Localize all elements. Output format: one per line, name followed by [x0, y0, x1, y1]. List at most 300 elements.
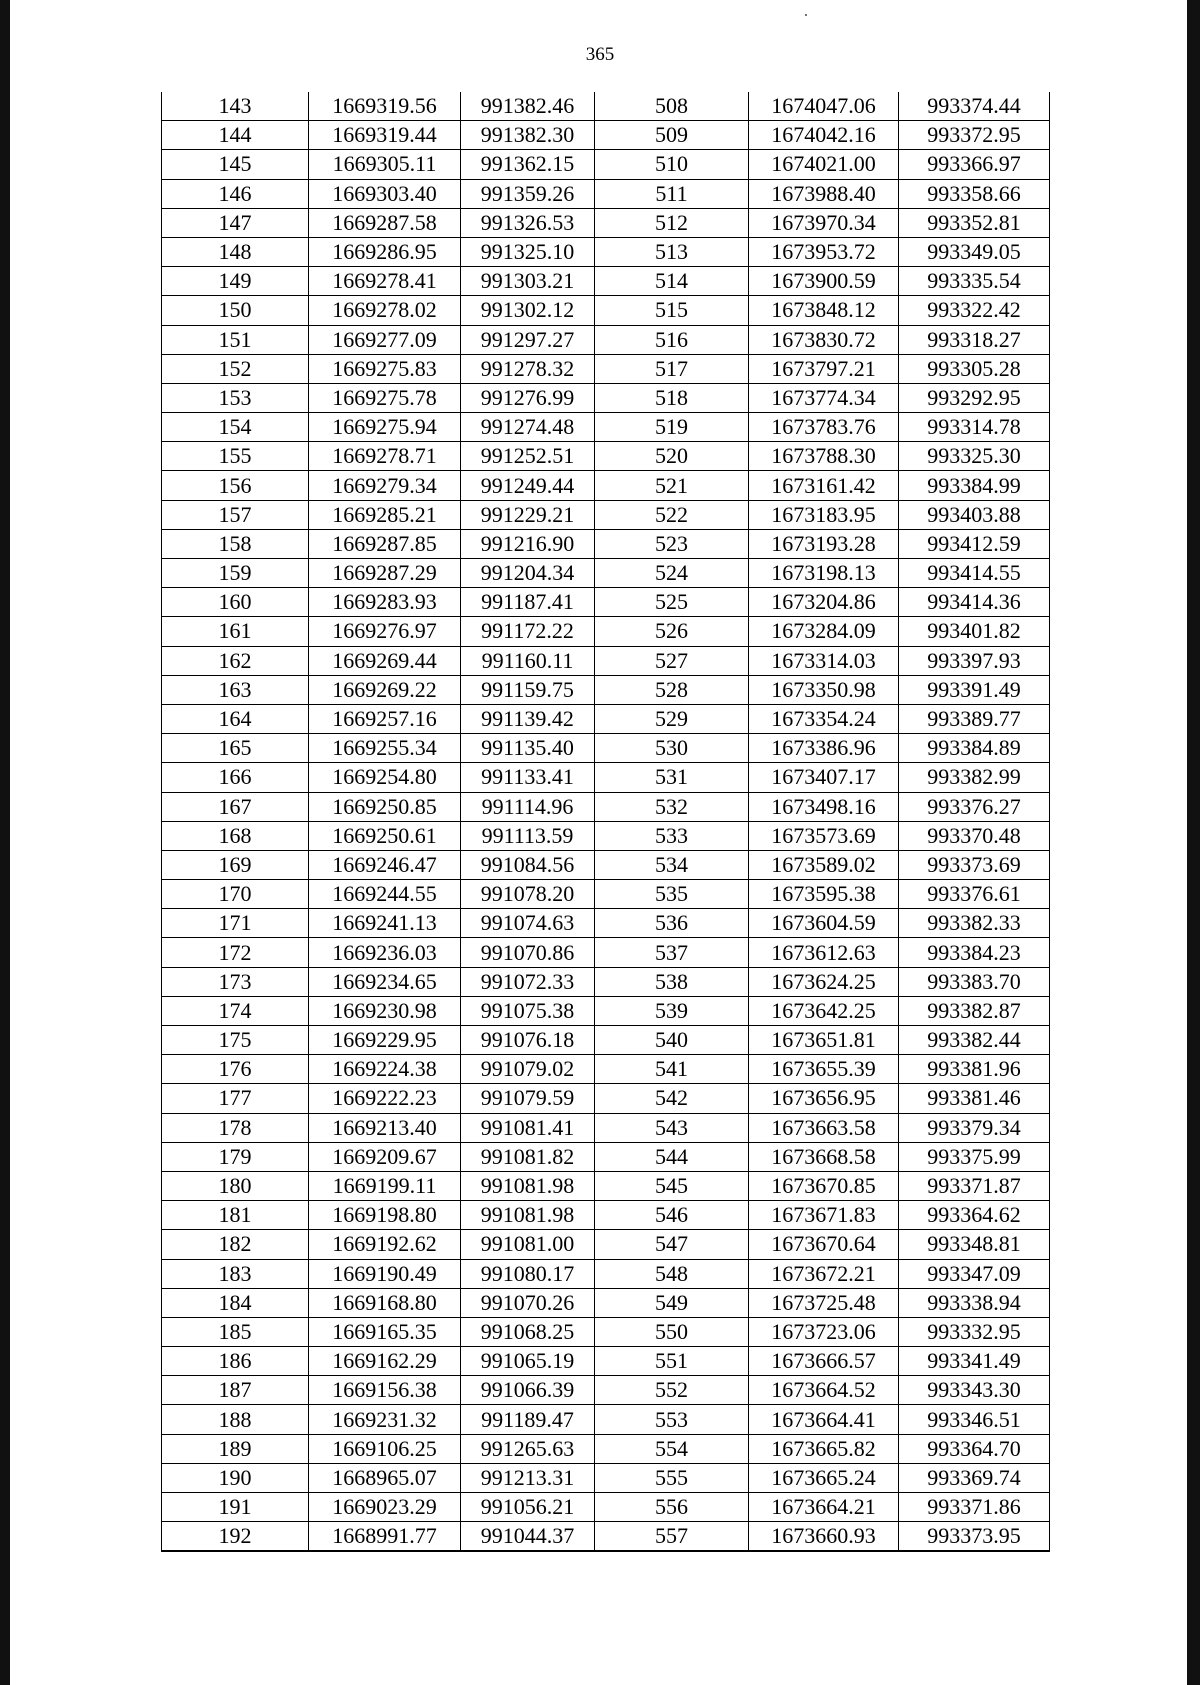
easting-right-cell: 1673666.57	[749, 1347, 899, 1376]
table-row	[162, 121, 1050, 150]
easting-left-cell: 1669285.21	[309, 500, 461, 529]
northing-left-cell: 991252.51	[461, 442, 595, 471]
easting-right-cell: 1673783.76	[749, 413, 899, 442]
northing-right-cell: 993370.48	[899, 821, 1050, 850]
easting-right-cell: 1673284.09	[749, 617, 899, 646]
northing-right-cell: 993343.30	[899, 1376, 1050, 1405]
point-number-right-cell: 538	[595, 967, 749, 996]
point-number-right-cell: 535	[595, 880, 749, 909]
easting-left-cell: 1669305.11	[309, 150, 461, 179]
northing-right-cell: 993341.49	[899, 1347, 1050, 1376]
easting-left-cell: 1669303.40	[309, 179, 461, 208]
table-row	[162, 383, 1050, 412]
point-number-left-cell: 156	[162, 471, 309, 500]
point-number-left-cell: 159	[162, 559, 309, 588]
table-row	[162, 1463, 1050, 1492]
table-row	[162, 500, 1050, 529]
point-number-right-cell: 540	[595, 1026, 749, 1055]
table-row	[162, 792, 1050, 821]
easting-right-cell: 1673830.72	[749, 325, 899, 354]
easting-right-cell: 1673797.21	[749, 354, 899, 383]
easting-right-cell: 1673589.02	[749, 850, 899, 879]
easting-left-cell: 1669277.09	[309, 325, 461, 354]
northing-right-cell: 993381.96	[899, 1055, 1050, 1084]
point-number-right-cell: 523	[595, 529, 749, 558]
easting-left-cell: 1669231.32	[309, 1405, 461, 1434]
northing-right-cell: 993373.69	[899, 850, 1050, 879]
point-number-left-cell: 146	[162, 179, 309, 208]
table-row	[162, 850, 1050, 879]
northing-left-cell: 991297.27	[461, 325, 595, 354]
table-row	[162, 675, 1050, 704]
point-number-left-cell: 172	[162, 938, 309, 967]
easting-right-cell: 1673774.34	[749, 383, 899, 412]
point-number-right-cell: 509	[595, 121, 749, 150]
easting-left-cell: 1669275.78	[309, 383, 461, 412]
table-row	[162, 821, 1050, 850]
northing-right-cell: 993382.99	[899, 763, 1050, 792]
point-number-right-cell: 515	[595, 296, 749, 325]
northing-right-cell: 993381.46	[899, 1084, 1050, 1113]
easting-left-cell: 1669224.38	[309, 1055, 461, 1084]
northing-left-cell: 991359.26	[461, 179, 595, 208]
table-row	[162, 617, 1050, 646]
easting-right-cell: 1673665.24	[749, 1463, 899, 1492]
northing-left-cell: 991249.44	[461, 471, 595, 500]
point-number-right-cell: 530	[595, 734, 749, 763]
point-number-right-cell: 554	[595, 1434, 749, 1463]
point-number-left-cell: 183	[162, 1259, 309, 1288]
northing-left-cell: 991362.15	[461, 150, 595, 179]
table-row	[162, 1084, 1050, 1113]
easting-right-cell: 1673386.96	[749, 734, 899, 763]
table-row	[162, 354, 1050, 383]
point-number-right-cell: 548	[595, 1259, 749, 1288]
northing-left-cell: 991070.26	[461, 1288, 595, 1317]
point-number-left-cell: 158	[162, 529, 309, 558]
point-number-left-cell: 181	[162, 1201, 309, 1230]
point-number-left-cell: 155	[162, 442, 309, 471]
point-number-left-cell: 149	[162, 267, 309, 296]
table-row	[162, 588, 1050, 617]
northing-left-cell: 991081.98	[461, 1171, 595, 1200]
easting-right-cell: 1673664.52	[749, 1376, 899, 1405]
easting-right-cell: 1673642.25	[749, 996, 899, 1025]
easting-right-cell: 1673900.59	[749, 267, 899, 296]
northing-left-cell: 991075.38	[461, 996, 595, 1025]
point-number-left-cell: 145	[162, 150, 309, 179]
easting-left-cell: 1669209.67	[309, 1142, 461, 1171]
easting-right-cell: 1673624.25	[749, 967, 899, 996]
point-number-right-cell: 514	[595, 267, 749, 296]
point-number-right-cell: 552	[595, 1376, 749, 1405]
easting-right-cell: 1673788.30	[749, 442, 899, 471]
easting-left-cell: 1669244.55	[309, 880, 461, 909]
easting-left-cell: 1669190.49	[309, 1259, 461, 1288]
easting-right-cell: 1673183.95	[749, 500, 899, 529]
northing-left-cell: 991084.56	[461, 850, 595, 879]
northing-right-cell: 993292.95	[899, 383, 1050, 412]
northing-left-cell: 991216.90	[461, 529, 595, 558]
point-number-right-cell: 520	[595, 442, 749, 471]
easting-right-cell: 1673612.63	[749, 938, 899, 967]
northing-right-cell: 993335.54	[899, 267, 1050, 296]
table-row	[162, 1493, 1050, 1522]
point-number-left-cell: 154	[162, 413, 309, 442]
point-number-right-cell: 526	[595, 617, 749, 646]
point-number-left-cell: 192	[162, 1522, 309, 1552]
point-number-left-cell: 174	[162, 996, 309, 1025]
table-row	[162, 413, 1050, 442]
point-number-right-cell: 529	[595, 704, 749, 733]
point-number-right-cell: 542	[595, 1084, 749, 1113]
northing-left-cell: 991204.34	[461, 559, 595, 588]
point-number-left-cell: 148	[162, 237, 309, 266]
easting-right-cell: 1673655.39	[749, 1055, 899, 1084]
point-number-right-cell: 531	[595, 763, 749, 792]
point-number-left-cell: 185	[162, 1317, 309, 1346]
northing-left-cell: 991074.63	[461, 909, 595, 938]
point-number-right-cell: 519	[595, 413, 749, 442]
northing-left-cell: 991159.75	[461, 675, 595, 704]
northing-left-cell: 991172.22	[461, 617, 595, 646]
point-number-left-cell: 187	[162, 1376, 309, 1405]
easting-right-cell: 1673664.21	[749, 1493, 899, 1522]
easting-left-cell: 1669156.38	[309, 1376, 461, 1405]
northing-right-cell: 993364.70	[899, 1434, 1050, 1463]
point-number-left-cell: 189	[162, 1434, 309, 1463]
northing-right-cell: 993366.97	[899, 150, 1050, 179]
point-number-left-cell: 167	[162, 792, 309, 821]
northing-left-cell: 991081.82	[461, 1142, 595, 1171]
point-number-left-cell: 163	[162, 675, 309, 704]
point-number-right-cell: 553	[595, 1405, 749, 1434]
northing-left-cell: 991079.02	[461, 1055, 595, 1084]
northing-right-cell: 993305.28	[899, 354, 1050, 383]
table-row	[162, 1347, 1050, 1376]
northing-right-cell: 993314.78	[899, 413, 1050, 442]
northing-left-cell: 991065.19	[461, 1347, 595, 1376]
easting-right-cell: 1673354.24	[749, 704, 899, 733]
point-number-left-cell: 180	[162, 1171, 309, 1200]
coordinates-table	[161, 92, 1050, 1552]
scan-speck	[805, 14, 807, 16]
easting-right-cell: 1673350.98	[749, 675, 899, 704]
table-row	[162, 1288, 1050, 1317]
easting-left-cell: 1669269.44	[309, 646, 461, 675]
easting-right-cell: 1673664.41	[749, 1405, 899, 1434]
table-row	[162, 1142, 1050, 1171]
table-row	[162, 646, 1050, 675]
easting-left-cell: 1669222.23	[309, 1084, 461, 1113]
easting-left-cell: 1669283.93	[309, 588, 461, 617]
point-number-right-cell: 532	[595, 792, 749, 821]
northing-right-cell: 993373.95	[899, 1522, 1050, 1552]
point-number-left-cell: 190	[162, 1463, 309, 1492]
table-row	[162, 208, 1050, 237]
northing-left-cell: 991114.96	[461, 792, 595, 821]
northing-right-cell: 993338.94	[899, 1288, 1050, 1317]
point-number-right-cell: 547	[595, 1230, 749, 1259]
northing-left-cell: 991078.20	[461, 880, 595, 909]
northing-right-cell: 993371.87	[899, 1171, 1050, 1200]
easting-right-cell: 1673665.82	[749, 1434, 899, 1463]
northing-left-cell: 991139.42	[461, 704, 595, 733]
point-number-right-cell: 537	[595, 938, 749, 967]
northing-left-cell: 991070.86	[461, 938, 595, 967]
northing-right-cell: 993352.81	[899, 208, 1050, 237]
point-number-left-cell: 182	[162, 1230, 309, 1259]
northing-left-cell: 991081.41	[461, 1113, 595, 1142]
scan-border-right	[1187, 0, 1200, 1685]
table-row	[162, 967, 1050, 996]
northing-right-cell: 993332.95	[899, 1317, 1050, 1346]
northing-left-cell: 991276.99	[461, 383, 595, 412]
easting-left-cell: 1669286.95	[309, 237, 461, 266]
point-number-left-cell: 177	[162, 1084, 309, 1113]
table-row	[162, 559, 1050, 588]
northing-right-cell: 993383.70	[899, 967, 1050, 996]
northing-left-cell: 991302.12	[461, 296, 595, 325]
northing-right-cell: 993376.27	[899, 792, 1050, 821]
northing-right-cell: 993322.42	[899, 296, 1050, 325]
easting-right-cell: 1673161.42	[749, 471, 899, 500]
table-row	[162, 442, 1050, 471]
northing-left-cell: 991068.25	[461, 1317, 595, 1346]
table-row	[162, 237, 1050, 266]
northing-left-cell: 991135.40	[461, 734, 595, 763]
easting-left-cell: 1669192.62	[309, 1230, 461, 1259]
point-number-left-cell: 171	[162, 909, 309, 938]
northing-right-cell: 993384.23	[899, 938, 1050, 967]
easting-right-cell: 1673848.12	[749, 296, 899, 325]
easting-right-cell: 1673193.28	[749, 529, 899, 558]
point-number-left-cell: 191	[162, 1493, 309, 1522]
easting-left-cell: 1669236.03	[309, 938, 461, 967]
easting-left-cell: 1669213.40	[309, 1113, 461, 1142]
easting-right-cell: 1673970.34	[749, 208, 899, 237]
northing-right-cell: 993346.51	[899, 1405, 1050, 1434]
northing-left-cell: 991382.30	[461, 121, 595, 150]
table-row	[162, 1259, 1050, 1288]
point-number-right-cell: 543	[595, 1113, 749, 1142]
easting-left-cell: 1669241.13	[309, 909, 461, 938]
easting-left-cell: 1669199.11	[309, 1171, 461, 1200]
point-number-left-cell: 162	[162, 646, 309, 675]
northing-left-cell: 991274.48	[461, 413, 595, 442]
northing-right-cell: 993382.87	[899, 996, 1050, 1025]
table-row	[162, 1434, 1050, 1463]
easting-right-cell: 1673604.59	[749, 909, 899, 938]
point-number-right-cell: 550	[595, 1317, 749, 1346]
northing-right-cell: 993347.09	[899, 1259, 1050, 1288]
easting-left-cell: 1669198.80	[309, 1201, 461, 1230]
point-number-right-cell: 549	[595, 1288, 749, 1317]
easting-left-cell: 1668965.07	[309, 1463, 461, 1492]
easting-right-cell: 1673953.72	[749, 237, 899, 266]
northing-left-cell: 991113.59	[461, 821, 595, 850]
northing-left-cell: 991044.37	[461, 1522, 595, 1552]
easting-left-cell: 1669269.22	[309, 675, 461, 704]
northing-right-cell: 993391.49	[899, 675, 1050, 704]
table-row	[162, 1026, 1050, 1055]
easting-left-cell: 1669278.02	[309, 296, 461, 325]
northing-right-cell: 993382.33	[899, 909, 1050, 938]
easting-right-cell: 1674047.06	[749, 92, 899, 121]
point-number-left-cell: 160	[162, 588, 309, 617]
point-number-right-cell: 524	[595, 559, 749, 588]
page-number: 365	[585, 44, 615, 65]
northing-left-cell: 991081.98	[461, 1201, 595, 1230]
table-row	[162, 150, 1050, 179]
easting-right-cell: 1673314.03	[749, 646, 899, 675]
northing-right-cell: 993369.74	[899, 1463, 1050, 1492]
northing-right-cell: 993401.82	[899, 617, 1050, 646]
easting-left-cell: 1669276.97	[309, 617, 461, 646]
point-number-left-cell: 164	[162, 704, 309, 733]
easting-left-cell: 1668991.77	[309, 1522, 461, 1552]
point-number-right-cell: 533	[595, 821, 749, 850]
northing-right-cell: 993349.05	[899, 237, 1050, 266]
northing-left-cell: 991080.17	[461, 1259, 595, 1288]
point-number-right-cell: 516	[595, 325, 749, 354]
point-number-left-cell: 175	[162, 1026, 309, 1055]
point-number-left-cell: 153	[162, 383, 309, 412]
table-row	[162, 1201, 1050, 1230]
easting-right-cell: 1673671.83	[749, 1201, 899, 1230]
table-row	[162, 267, 1050, 296]
easting-left-cell: 1669106.25	[309, 1434, 461, 1463]
point-number-right-cell: 539	[595, 996, 749, 1025]
easting-left-cell: 1669278.71	[309, 442, 461, 471]
table-row	[162, 996, 1050, 1025]
easting-right-cell: 1673595.38	[749, 880, 899, 909]
northing-right-cell: 993325.30	[899, 442, 1050, 471]
point-number-left-cell: 152	[162, 354, 309, 383]
point-number-right-cell: 512	[595, 208, 749, 237]
northing-left-cell: 991081.00	[461, 1230, 595, 1259]
point-number-right-cell: 521	[595, 471, 749, 500]
northing-left-cell: 991076.18	[461, 1026, 595, 1055]
easting-left-cell: 1669165.35	[309, 1317, 461, 1346]
table-row	[162, 1522, 1050, 1552]
point-number-right-cell: 508	[595, 92, 749, 121]
northing-right-cell: 993384.99	[899, 471, 1050, 500]
point-number-left-cell: 170	[162, 880, 309, 909]
point-number-left-cell: 150	[162, 296, 309, 325]
easting-left-cell: 1669229.95	[309, 1026, 461, 1055]
northing-right-cell: 993382.44	[899, 1026, 1050, 1055]
point-number-right-cell: 557	[595, 1522, 749, 1552]
point-number-right-cell: 525	[595, 588, 749, 617]
northing-right-cell: 993397.93	[899, 646, 1050, 675]
easting-left-cell: 1669319.56	[309, 92, 461, 121]
table-row	[162, 1230, 1050, 1259]
northing-left-cell: 991326.53	[461, 208, 595, 237]
easting-left-cell: 1669162.29	[309, 1347, 461, 1376]
easting-left-cell: 1669287.58	[309, 208, 461, 237]
northing-right-cell: 993374.44	[899, 92, 1050, 121]
easting-right-cell: 1673407.17	[749, 763, 899, 792]
point-number-right-cell: 536	[595, 909, 749, 938]
northing-right-cell: 993376.61	[899, 880, 1050, 909]
point-number-right-cell: 528	[595, 675, 749, 704]
easting-left-cell: 1669230.98	[309, 996, 461, 1025]
easting-right-cell: 1673668.58	[749, 1142, 899, 1171]
northing-left-cell: 991133.41	[461, 763, 595, 792]
table-row	[162, 909, 1050, 938]
northing-right-cell: 993371.86	[899, 1493, 1050, 1522]
easting-left-cell: 1669246.47	[309, 850, 461, 879]
point-number-left-cell: 186	[162, 1347, 309, 1376]
easting-right-cell: 1673670.85	[749, 1171, 899, 1200]
easting-right-cell: 1673498.16	[749, 792, 899, 821]
table-row	[162, 92, 1050, 121]
table-row	[162, 471, 1050, 500]
easting-left-cell: 1669275.83	[309, 354, 461, 383]
easting-left-cell: 1669257.16	[309, 704, 461, 733]
table-row	[162, 704, 1050, 733]
northing-right-cell: 993375.99	[899, 1142, 1050, 1171]
northing-left-cell: 991229.21	[461, 500, 595, 529]
easting-left-cell: 1669234.65	[309, 967, 461, 996]
northing-left-cell: 991325.10	[461, 237, 595, 266]
point-number-left-cell: 144	[162, 121, 309, 150]
easting-right-cell: 1673573.69	[749, 821, 899, 850]
point-number-left-cell: 169	[162, 850, 309, 879]
northing-left-cell: 991056.21	[461, 1493, 595, 1522]
easting-left-cell: 1669287.85	[309, 529, 461, 558]
point-number-left-cell: 188	[162, 1405, 309, 1434]
easting-right-cell: 1673204.86	[749, 588, 899, 617]
table-row	[162, 1113, 1050, 1142]
easting-right-cell: 1673672.21	[749, 1259, 899, 1288]
point-number-right-cell: 546	[595, 1201, 749, 1230]
easting-right-cell: 1673725.48	[749, 1288, 899, 1317]
northing-right-cell: 993414.55	[899, 559, 1050, 588]
easting-right-cell: 1673651.81	[749, 1026, 899, 1055]
northing-right-cell: 993412.59	[899, 529, 1050, 558]
easting-left-cell: 1669250.85	[309, 792, 461, 821]
northing-right-cell: 993318.27	[899, 325, 1050, 354]
table-row	[162, 1171, 1050, 1200]
point-number-right-cell: 551	[595, 1347, 749, 1376]
northing-left-cell: 991213.31	[461, 1463, 595, 1492]
point-number-left-cell: 166	[162, 763, 309, 792]
point-number-right-cell: 545	[595, 1171, 749, 1200]
point-number-right-cell: 511	[595, 179, 749, 208]
point-number-right-cell: 534	[595, 850, 749, 879]
easting-left-cell: 1669275.94	[309, 413, 461, 442]
table-row	[162, 1055, 1050, 1084]
easting-left-cell: 1669168.80	[309, 1288, 461, 1317]
point-number-left-cell: 176	[162, 1055, 309, 1084]
table-row	[162, 179, 1050, 208]
northing-right-cell: 993403.88	[899, 500, 1050, 529]
northing-right-cell: 993348.81	[899, 1230, 1050, 1259]
northing-left-cell: 991072.33	[461, 967, 595, 996]
easting-right-cell: 1673663.58	[749, 1113, 899, 1142]
northing-right-cell: 993358.66	[899, 179, 1050, 208]
table-row	[162, 763, 1050, 792]
easting-right-cell: 1673198.13	[749, 559, 899, 588]
easting-left-cell: 1669250.61	[309, 821, 461, 850]
point-number-right-cell: 522	[595, 500, 749, 529]
point-number-left-cell: 178	[162, 1113, 309, 1142]
easting-right-cell: 1673988.40	[749, 179, 899, 208]
easting-right-cell: 1673723.06	[749, 1317, 899, 1346]
point-number-right-cell: 518	[595, 383, 749, 412]
